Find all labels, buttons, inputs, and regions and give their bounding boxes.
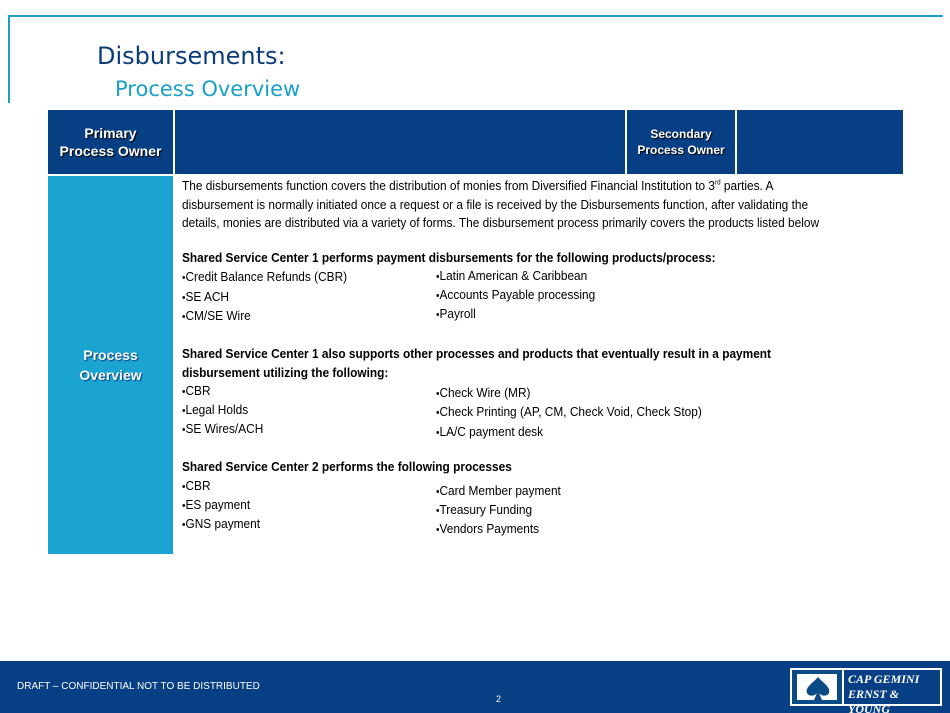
bullet-icon: • xyxy=(436,290,440,302)
section2-heading-line1: Shared Service Center 1 also supports other processes and products that eventually result in a payment xyxy=(182,346,772,361)
list-item xyxy=(182,289,229,304)
list-item-text: Legal Holds xyxy=(185,402,249,417)
list-item-text: Check Printing (AP, CM, Check Void, Check Stop) xyxy=(439,404,702,419)
bullet-icon: • xyxy=(436,271,440,283)
slide-title: Disbursements: xyxy=(97,42,286,70)
spade-icon xyxy=(797,674,839,702)
bullet-icon: • xyxy=(436,407,440,419)
bullet-icon: • xyxy=(182,386,186,398)
bullet-icon: • xyxy=(436,309,440,321)
list-item xyxy=(182,308,251,323)
intro-line-3: details, monies are distributed via a variety of forms. The disbursement process primarily covers the products listed below xyxy=(182,215,820,230)
row-label-line2: Overview xyxy=(79,367,142,383)
bullet-icon: • xyxy=(182,405,186,417)
list-item xyxy=(436,306,476,321)
bullet-icon: • xyxy=(436,505,440,517)
list-item xyxy=(436,268,587,283)
bullet-icon: • xyxy=(182,292,186,304)
intro-line-1-tail: parties. A xyxy=(720,178,774,193)
list-item-text: GNS payment xyxy=(185,516,261,531)
logo-line1: CAP GEMINI xyxy=(848,672,920,686)
bullet-icon: • xyxy=(436,524,440,536)
secondary-owner-value-cell xyxy=(737,110,903,174)
list-item xyxy=(436,521,539,536)
list-item-text: Accounts Payable processing xyxy=(439,287,596,302)
list-item-text: CBR xyxy=(185,383,211,398)
section3-heading: Shared Service Center 2 performs the following processes xyxy=(182,459,512,474)
list-item-text: Check Wire (MR) xyxy=(439,385,531,400)
intro-line-2: disbursement is normally initiated once a request or a file is received by the Disbursements function, after validating the xyxy=(182,197,809,212)
list-item xyxy=(436,404,702,419)
secondary-header-line2: Process Owner xyxy=(637,143,725,157)
list-item xyxy=(182,516,260,531)
bullet-icon: • xyxy=(182,272,186,284)
list-item-text: Latin American & Caribbean xyxy=(439,268,588,283)
list-item-text: Card Member payment xyxy=(439,483,561,498)
list-item-text: LA/C payment desk xyxy=(439,424,544,439)
list-item xyxy=(182,478,211,493)
frame-top-rule xyxy=(8,15,943,17)
list-item xyxy=(436,287,595,302)
primary-owner-value-cell xyxy=(175,110,625,174)
bullet-icon: • xyxy=(182,424,186,436)
list-item xyxy=(182,421,263,436)
secondary-process-owner-header xyxy=(627,110,735,174)
secondary-header-line1: Secondary xyxy=(650,127,712,141)
company-logo xyxy=(790,668,942,713)
bullet-icon: • xyxy=(182,481,186,493)
list-item xyxy=(436,385,530,400)
slide-subtitle: Process Overview xyxy=(115,77,301,101)
section1-heading: Shared Service Center 1 performs payment disbursements for the following products/process: xyxy=(182,250,716,265)
section2-heading-line2: disbursement utilizing the following: xyxy=(182,365,389,380)
list-item-text: CM/SE Wire xyxy=(185,308,251,323)
list-item-text: Treasury Funding xyxy=(439,502,533,517)
intro-superscript: rd xyxy=(715,179,721,187)
logo-emblem xyxy=(792,670,842,704)
list-item-text: Vendors Payments xyxy=(439,521,540,536)
list-item xyxy=(436,424,543,439)
list-item xyxy=(182,269,347,284)
frame-left-rule xyxy=(8,15,10,103)
primary-header-line1: Primary xyxy=(84,125,137,141)
list-item-text: SE ACH xyxy=(185,289,230,304)
list-item-text: CBR xyxy=(185,478,211,493)
process-overview-row-label xyxy=(48,176,173,554)
list-item-text: SE Wires/ACH xyxy=(185,421,264,436)
logo-wordmark xyxy=(844,670,940,713)
list-item xyxy=(436,483,561,498)
list-item xyxy=(182,383,211,398)
page-number: 2 xyxy=(496,694,502,704)
logo-line2: ERNST & YOUNG xyxy=(848,687,900,713)
logo-emblem-frame xyxy=(796,673,838,701)
primary-header-line2: Process Owner xyxy=(59,143,162,159)
bullet-icon: • xyxy=(182,500,186,512)
list-item xyxy=(436,502,532,517)
bullet-icon: • xyxy=(182,311,186,323)
bullet-icon: • xyxy=(436,388,440,400)
intro-line-1 xyxy=(182,178,773,193)
primary-process-owner-header xyxy=(48,110,173,174)
bullet-icon: • xyxy=(182,519,186,531)
list-item xyxy=(182,497,250,512)
list-item-text: ES payment xyxy=(185,497,251,512)
row-label-line1: Process xyxy=(83,347,138,363)
bullet-icon: • xyxy=(436,486,440,498)
list-item-text: Credit Balance Refunds (CBR) xyxy=(185,269,348,284)
intro-line-1-text: The disbursements function covers the distribution of monies from Diversified Financial Institution to 3 xyxy=(182,178,716,193)
list-item-text: Payroll xyxy=(439,306,476,321)
draft-notice: DRAFT – CONFIDENTIAL NOT TO BE DISTRIBUTED xyxy=(17,681,260,692)
bullet-icon: • xyxy=(436,427,440,439)
list-item xyxy=(182,402,248,417)
